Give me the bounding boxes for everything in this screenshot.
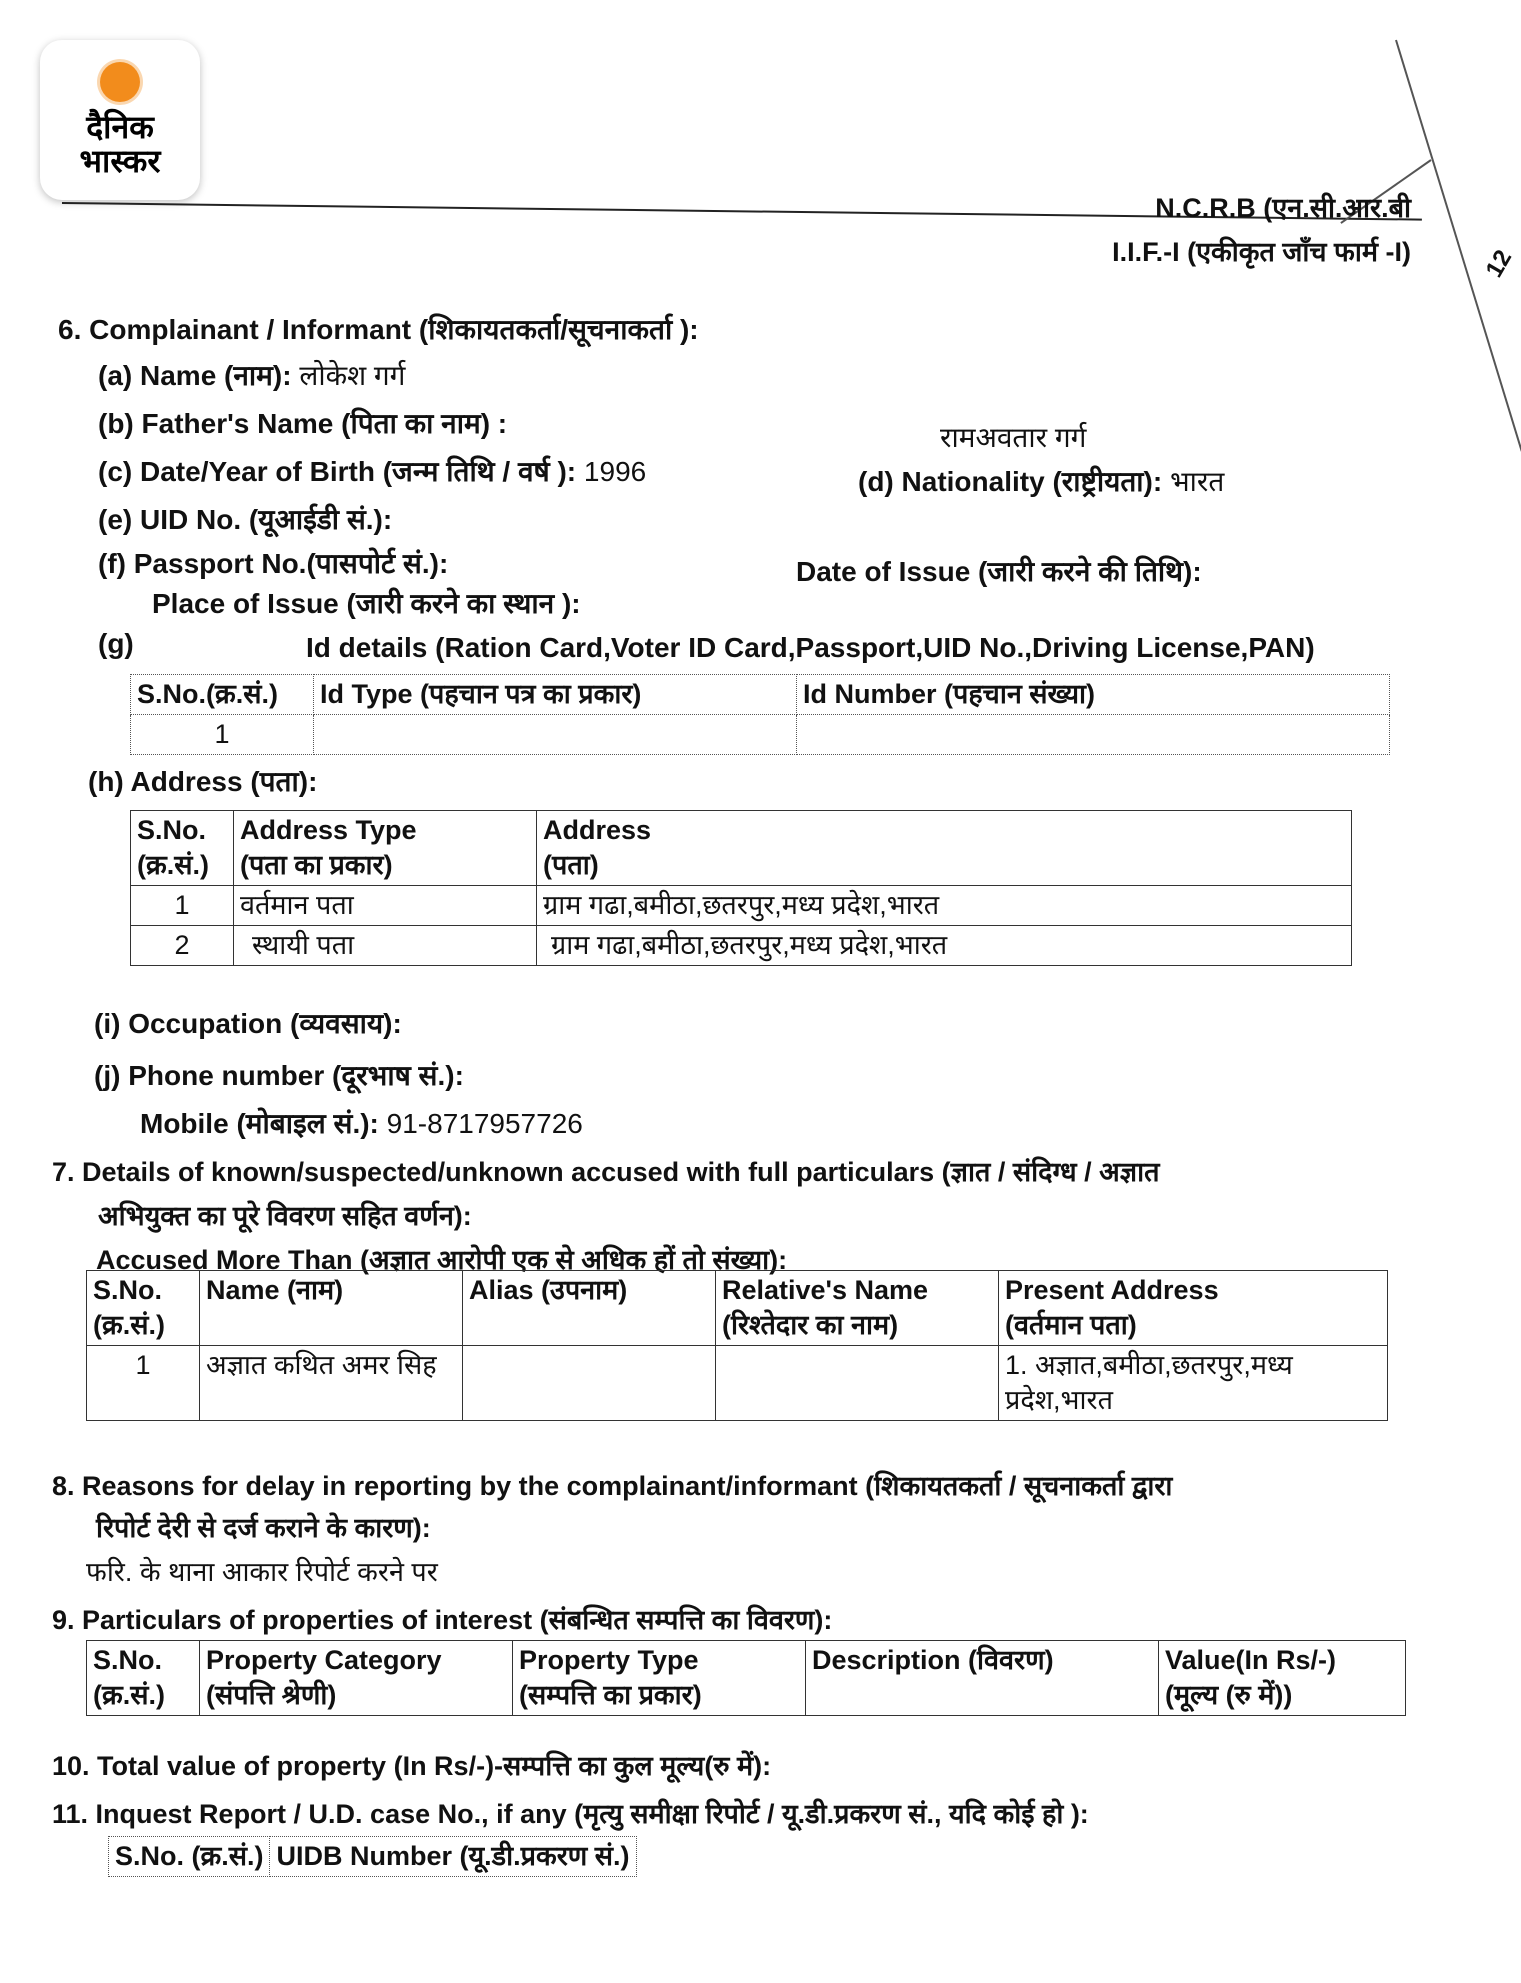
father-name-label: (b) Father's Name (पिता का नाम) :	[98, 408, 508, 439]
table-header-row	[131, 675, 1390, 715]
dob-label: (c) Date/Year of Birth (जन्म तिथि / वर्ष ):	[98, 456, 577, 487]
col-name: Name (नाम)	[200, 1271, 463, 1346]
father-name-value: रामअवतार गर्ग	[940, 422, 1087, 453]
corner-page-number: 12	[1480, 245, 1518, 283]
col-id-type: Id Type (पहचान पत्र का प्रकार)	[314, 675, 797, 715]
cell-address: ग्राम गढा,बमीठा,छतरपुर,मध्य प्रदेश,भारत	[537, 926, 1352, 966]
cell-alias	[463, 1346, 716, 1421]
accused-table	[86, 1270, 1388, 1421]
cell-present-address: 1. अज्ञात,बमीठा,छतरपुर,मध्य प्रदेश,भारत	[999, 1346, 1388, 1421]
table-row	[87, 1346, 1388, 1421]
logo-line-2: भास्कर	[79, 142, 161, 180]
cell-name: अज्ञात कथित अमर सिह	[200, 1346, 463, 1421]
section-10-title: 10. Total value of property (In Rs/-)-सम्पत्ति का कुल मूल्य(रु में):	[52, 1751, 772, 1781]
sun-icon	[100, 62, 140, 102]
col-uidb-number: UIDB Number (यू.डी.प्रकरण सं.)	[270, 1837, 636, 1877]
cell-relative-name	[716, 1346, 999, 1421]
dob-value: 1996	[583, 456, 647, 487]
cell-address-type: स्थायी पता	[234, 926, 537, 966]
section-6-title: 6. Complainant / Informant (शिकायतकर्ता/सूचनाकर्ता ):	[58, 314, 699, 345]
table-header-row	[87, 1271, 1388, 1346]
accused-more-than-label: Accused More Than (अज्ञात आरोपी एक से अधिक हों तो संख्या):	[96, 1245, 788, 1275]
cell-sno: 2	[131, 926, 234, 966]
place-of-issue-label: Place of Issue (जारी करने का स्थान ):	[152, 588, 581, 619]
address-label: (h) Address (पता):	[88, 766, 318, 797]
col-relative-name: Relative's Name (रिश्तेदार का नाम)	[716, 1271, 999, 1346]
col-id-number: Id Number (पहचान संख्या)	[797, 675, 1390, 715]
phone-label: (j) Phone number (दूरभाष सं.):	[94, 1060, 464, 1091]
name-field	[98, 356, 405, 394]
dob-field	[98, 452, 646, 490]
col-sno: S.No. (क्र.सं.)	[109, 1837, 270, 1877]
delay-reason-value: फरि. के थाना आकार रिपोर्ट करने पर	[86, 1557, 438, 1587]
properties-table	[86, 1640, 1406, 1716]
col-property-category: Property Category (संपत्ति श्रेणी)	[200, 1641, 513, 1716]
logo-line-1: दैनिक	[86, 108, 154, 146]
col-value: Value(In Rs/-) (मूल्य (रु में))	[1159, 1641, 1406, 1716]
cell-id-number	[797, 715, 1390, 755]
section-11-title: 11. Inquest Report / U.D. case No., if any (मृत्यु समीक्षा रिपोर्ट / यू.डी.प्रकरण सं., यदि कोई हो ):	[52, 1799, 1089, 1829]
address-table	[130, 810, 1352, 966]
col-description: Description (विवरण)	[806, 1641, 1159, 1716]
table-header-row	[87, 1641, 1406, 1716]
section-8-title: 8. Reasons for delay in reporting by the complainant/informant (शिकायतकर्ता / सूचनाकर्ता द्वारा	[52, 1471, 1173, 1501]
mobile-label: Mobile (मोबाइल सं.):	[140, 1108, 379, 1139]
nationality-value: भारत	[1169, 466, 1225, 497]
mobile-value: 91-8717957726	[386, 1108, 583, 1139]
table-header-row	[131, 811, 1352, 886]
cell-id-type	[314, 715, 797, 755]
dainik-bhaskar-logo	[40, 40, 200, 200]
col-sno: S.No.(क्र.सं.)	[131, 675, 314, 715]
section-8-title-cont: रिपोर्ट देरी से दर्ज कराने के कारण):	[96, 1513, 431, 1543]
ncrb-header: N.C.R.B (एन.सी.आर.बी	[1155, 193, 1411, 223]
cell-address: ग्राम गढा,बमीठा,छतरपुर,मध्य प्रदेश,भारत	[537, 886, 1352, 926]
table-row	[131, 715, 1390, 755]
table-row	[131, 886, 1352, 926]
occupation-label: (i) Occupation (व्यवसाय):	[94, 1008, 402, 1039]
name-label: (a) Name (नाम):	[98, 360, 292, 391]
cell-sno: 1	[131, 886, 234, 926]
id-details-label: Id details (Ration Card,Voter ID Card,Passport,UID No.,Driving License,PAN)	[306, 632, 1315, 663]
table-header-row	[109, 1837, 637, 1877]
col-address-type: Address Type (पता का प्रकार)	[234, 811, 537, 886]
table-row	[131, 926, 1352, 966]
nationality-field	[858, 462, 1224, 500]
mobile-field	[140, 1104, 583, 1142]
section-7-title-cont: अभियुक्त का पूरे विवरण सहित वर्णन):	[98, 1201, 472, 1231]
col-alias: Alias (उपनाम)	[463, 1271, 716, 1346]
col-property-type: Property Type (सम्पत्ति का प्रकार)	[513, 1641, 806, 1716]
id-details-table	[130, 674, 1390, 755]
nationality-label: (d) Nationality (राष्ट्रीयता):	[858, 466, 1163, 497]
col-address: Address (पता)	[537, 811, 1352, 886]
col-sno: S.No. (क्र.सं.)	[87, 1271, 200, 1346]
section-9-title: 9. Particulars of properties of interest (संबन्धित सम्पत्ति का विवरण):	[52, 1605, 833, 1635]
section-7-title: 7. Details of known/suspected/unknown accused with full particulars (ज्ञात / संदिग्ध / अज्ञात	[52, 1157, 1160, 1187]
cell-address-type: वर्तमान पता	[234, 886, 537, 926]
name-value: लोकेश गर्ग	[299, 360, 406, 391]
passport-label: (f) Passport No.(पासपोर्ट सं.):	[98, 548, 449, 579]
g-marker: (g)	[98, 628, 134, 659]
col-sno: S.No. (क्र.सं.)	[131, 811, 234, 886]
inquest-table	[108, 1836, 637, 1877]
cell-sno: 1	[131, 715, 314, 755]
paper-fold-line	[1395, 40, 1521, 452]
col-present-address: Present Address (वर्तमान पता)	[999, 1271, 1388, 1346]
cell-sno: 1	[87, 1346, 200, 1421]
iif-header: I.I.F.-I (एकीकृत जाँच फार्म -I)	[1112, 237, 1411, 267]
uid-label: (e) UID No. (यूआईडी सं.):	[98, 504, 393, 535]
date-of-issue-label: Date of Issue (जारी करने की तिथि):	[796, 556, 1202, 587]
col-sno: S.No. (क्र.सं.)	[87, 1641, 200, 1716]
